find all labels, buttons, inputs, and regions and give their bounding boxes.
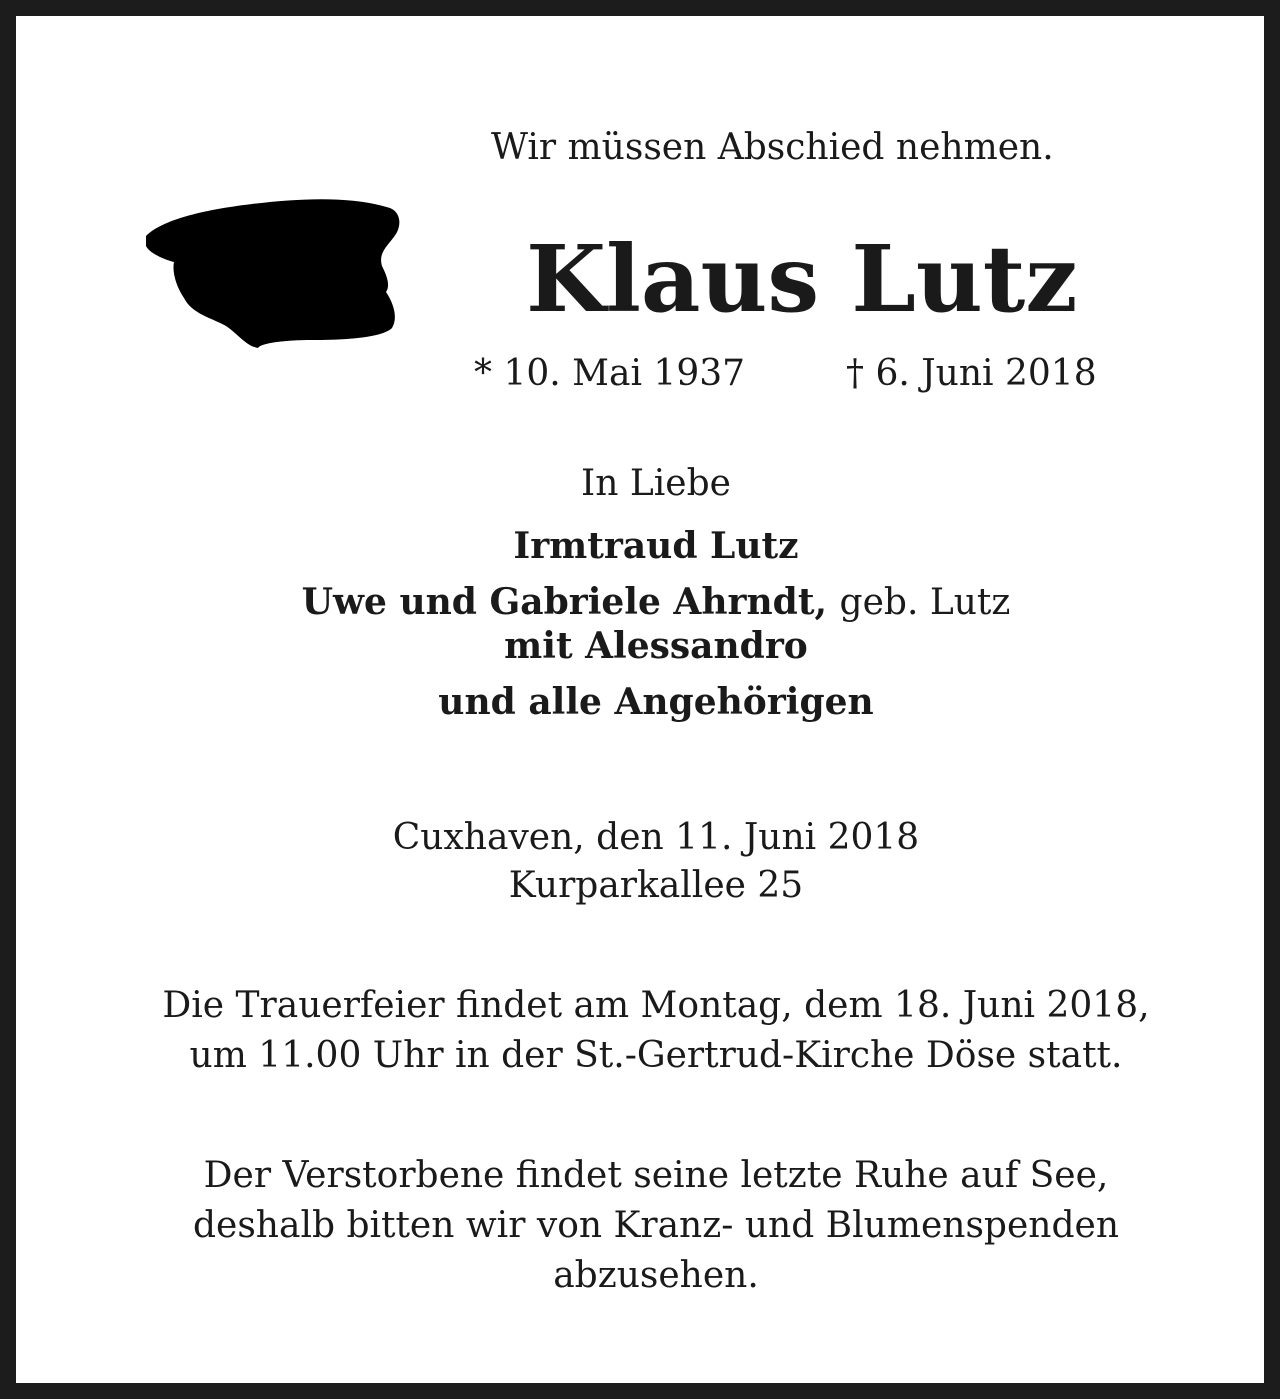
mourner-line-1: Irmtraud Lutz xyxy=(513,525,799,567)
birth-date: * 10. Mai 1937 xyxy=(474,353,746,394)
ceremony-line-1: Die Trauerfeier findet am Montag, dem 18. Juni 2018, xyxy=(162,985,1150,1026)
intro-text: Wir müssen Abschied nehmen. xyxy=(491,127,1054,168)
burial-line-2: deshalb bitten wir von Kranz- und Blumenspenden xyxy=(192,1205,1120,1246)
mourner-line-2-maiden-name: geb. Lutz xyxy=(839,582,1011,623)
mourner-line-2 xyxy=(16,578,1280,627)
burial-line-1: Der Verstorbene findet seine letzte Ruhe auf See, xyxy=(203,1155,1109,1196)
address: Kurparkallee 25 xyxy=(508,865,804,906)
burial-line-3: abzusehen. xyxy=(553,1255,759,1296)
death-date: † 6. Juni 2018 xyxy=(846,353,1097,394)
mourner-line-3: mit Alessandro xyxy=(504,625,808,667)
mourner-line-4: und alle Angehörigen xyxy=(438,681,874,723)
deceased-name: Klaus Lutz xyxy=(526,225,1078,333)
captain-cap-icon xyxy=(142,194,402,350)
place-date: Cuxhaven, den 11. Juni 2018 xyxy=(392,817,920,858)
mourner-line-2-names: Uwe und Gabriele Ahrndt, xyxy=(301,581,827,623)
in-love-text: In Liebe xyxy=(581,463,731,504)
ceremony-line-2: um 11.00 Uhr in der St.-Gertrud-Kirche Döse statt. xyxy=(189,1035,1123,1076)
